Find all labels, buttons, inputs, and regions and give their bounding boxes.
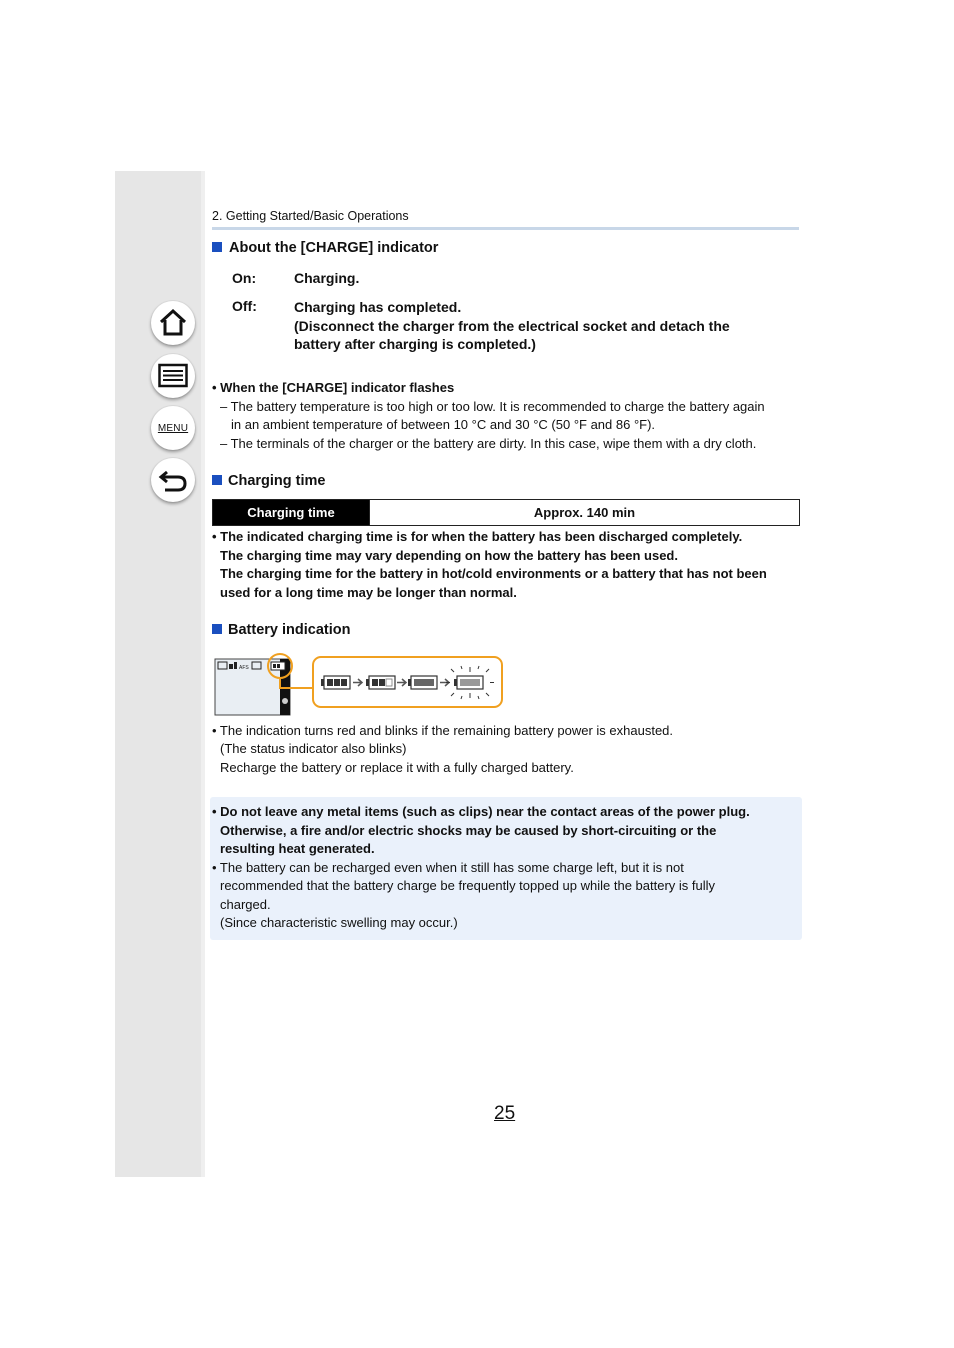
table-row <box>213 500 800 526</box>
menu-label: MENU <box>157 422 189 434</box>
charging-note-line: The charging time may vary depending on how the battery has been used. <box>220 548 678 563</box>
battery-two-thirds-icon <box>366 676 395 689</box>
header-rule <box>212 227 799 230</box>
size-icon <box>229 664 233 669</box>
square-bullet-icon <box>212 242 222 252</box>
list-icon <box>158 363 188 389</box>
table-value-cell: Approx. 140 min <box>370 500 800 526</box>
flashes-item-1: – The battery temperature is too high or too low. It is recommended to charge the battery again <box>220 399 765 414</box>
section-heading-battery-indication <box>212 622 350 638</box>
battery-one-third-icon <box>408 676 437 689</box>
off-text-line: Charging has completed. <box>294 299 462 315</box>
heading-text: About the [CHARGE] indicator <box>229 240 439 256</box>
battery-note-line: • The indication turns red and blinks if the remaining battery power is exhausted. <box>212 723 674 738</box>
heading-text: Charging time <box>228 473 326 489</box>
heading-text: Battery indication <box>228 622 351 638</box>
warning-line: Otherwise, a fire and/or electric shocks may be caused by short-circuiting or the <box>220 823 717 838</box>
off-text-line: battery after charging is completed.) <box>294 336 536 352</box>
sidebar-divider <box>201 171 205 1177</box>
size-icon-2 <box>234 662 237 669</box>
home-button[interactable] <box>151 301 195 345</box>
page-number[interactable]: 25 <box>494 1103 516 1124</box>
flashes-title: • When the [CHARGE] indicator flashes <box>212 380 455 395</box>
on-description: Charging. <box>294 270 360 286</box>
warning-line: resulting heat generated. <box>220 841 375 856</box>
breadcrumb: 2. Getting Started/Basic Operations <box>212 209 409 223</box>
charging-note-line: The charging time for the battery in hot/cold environments or a battery that has not been <box>220 566 767 581</box>
screen-side-icon <box>282 698 288 704</box>
square-bullet-icon <box>212 475 222 485</box>
warning-line: • Do not leave any metal items (such as clips) near the contact areas of the power plug. <box>212 804 750 819</box>
section-heading-charge-indicator <box>212 240 438 256</box>
charging-time-table <box>212 499 800 526</box>
off-description <box>294 298 730 354</box>
menu-button[interactable] <box>151 406 195 450</box>
charging-note-line: • The indicated charging time is for when the battery has been discharged completely. <box>212 529 743 544</box>
battery-full-icon <box>321 676 350 689</box>
warning-line: charged. <box>220 897 271 912</box>
table-header-cell: Charging time <box>213 500 370 526</box>
on-label: On: <box>232 270 257 286</box>
back-button[interactable] <box>151 458 195 502</box>
battery-note-line: (The status indicator also blinks) <box>220 741 407 756</box>
home-icon <box>158 308 188 338</box>
charging-note-line: used for a long time may be longer than normal. <box>220 585 517 600</box>
battery-note-line: Recharge the battery or replace it with a fully charged battery. <box>220 760 574 775</box>
square-bullet-icon <box>212 624 222 634</box>
off-text-line: (Disconnect the charger from the electrical socket and detach the <box>294 317 730 334</box>
back-arrow-icon <box>158 466 188 494</box>
warning-line: • The battery can be recharged even when it still has some charge left, but it is not <box>212 860 684 875</box>
battery-indication-illustration <box>212 650 504 716</box>
warning-line: (Since characteristic swelling may occur.) <box>220 915 458 930</box>
flashes-item-1-cont: in an ambient temperature of between 10 °C and 30 °C (50 °F and 86 °F). <box>231 417 656 432</box>
contents-button[interactable] <box>151 354 195 398</box>
off-label: Off: <box>232 298 257 314</box>
warning-line: recommended that the battery charge be frequently topped up while the battery is fully <box>220 878 716 893</box>
af-mode-text: AFS <box>239 665 249 671</box>
flashes-item-2: – The terminals of the charger or the battery are dirty. In this case, wipe them with a dry cloth. <box>220 436 757 451</box>
section-heading-charging-time <box>212 473 325 489</box>
